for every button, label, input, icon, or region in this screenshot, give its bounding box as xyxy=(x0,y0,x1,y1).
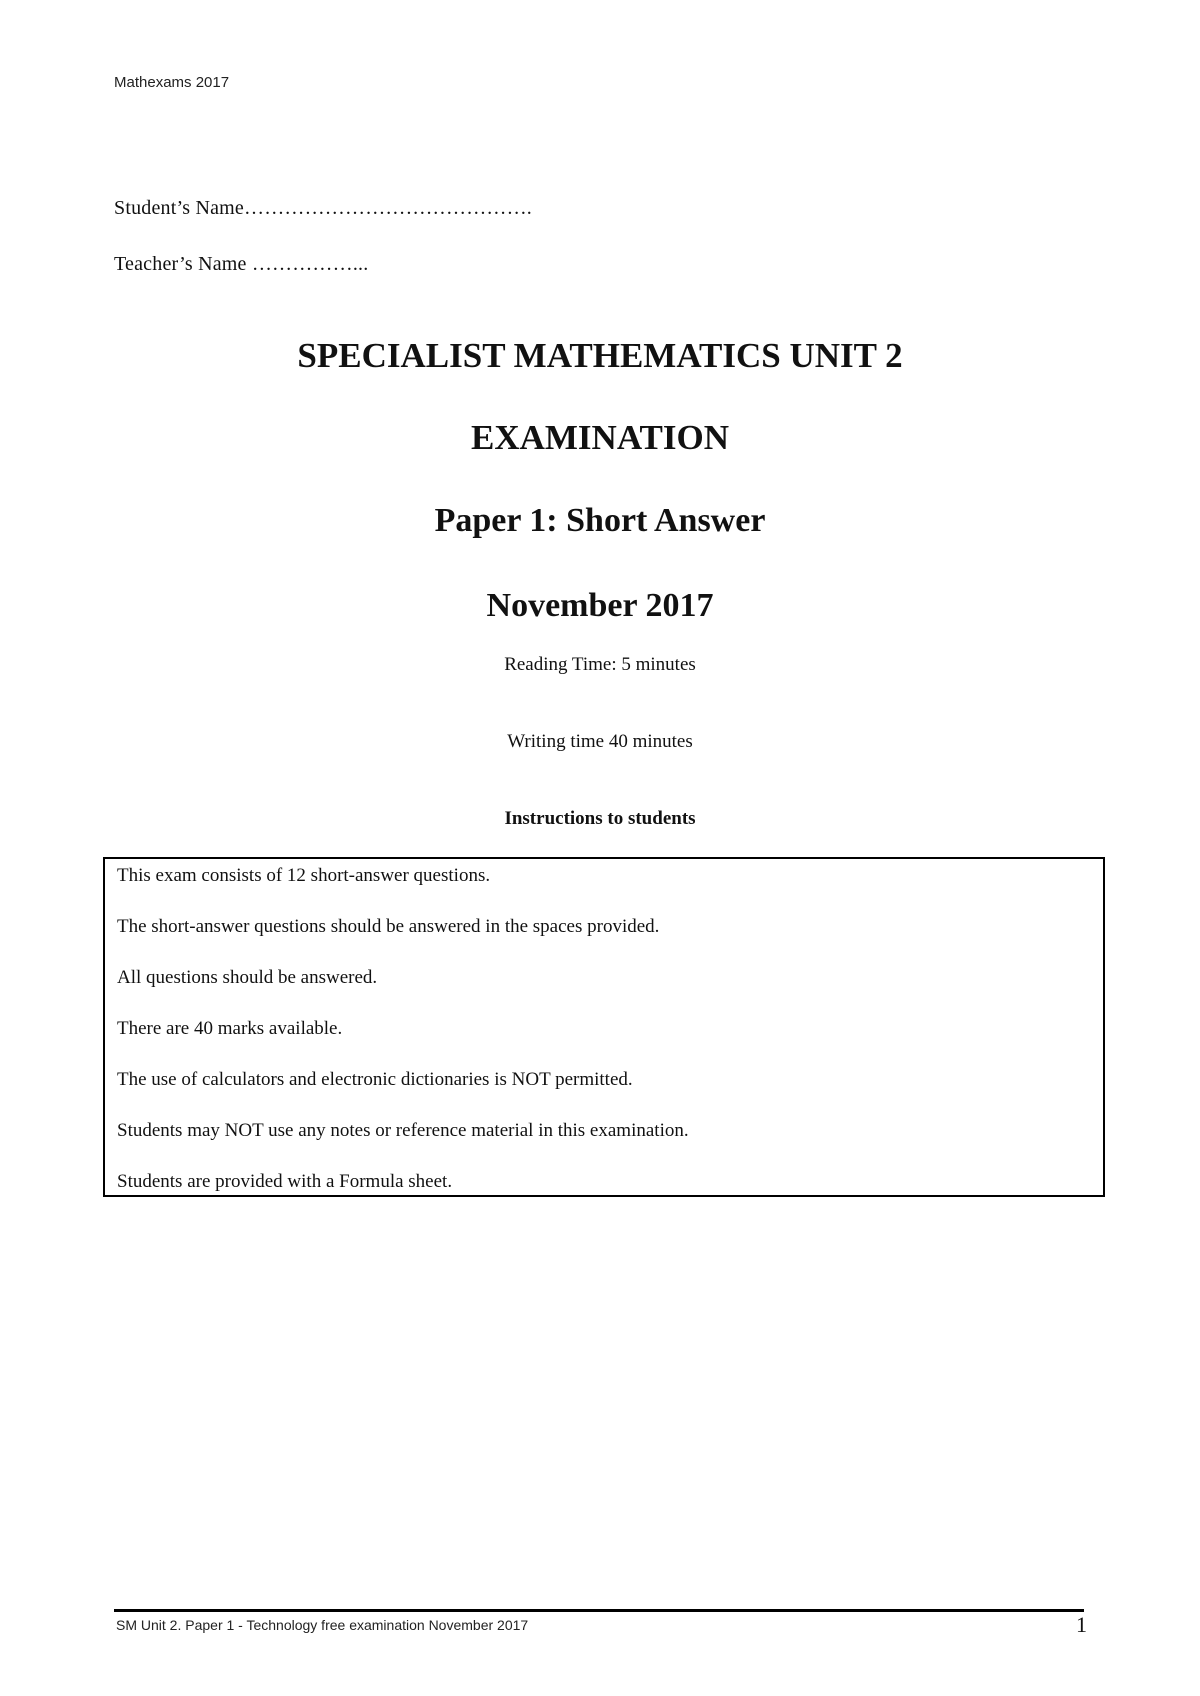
page-number: 1 xyxy=(1076,1612,1087,1637)
paper-title: Paper 1: Short Answer xyxy=(434,502,766,539)
instruction-line: All questions should be answered. xyxy=(117,967,378,988)
footer-divider xyxy=(114,1609,1084,1612)
reading-time: Reading Time: 5 minutes xyxy=(504,654,696,675)
exam-subtitle: EXAMINATION xyxy=(471,418,729,457)
exam-date: November 2017 xyxy=(486,587,714,624)
footer-text: SM Unit 2. Paper 1 - Technology free examination November 2017 xyxy=(116,1617,529,1633)
writing-time: Writing time 40 minutes xyxy=(507,731,693,752)
instruction-line: Students are provided with a Formula sheet. xyxy=(117,1171,453,1192)
instruction-line: There are 40 marks available. xyxy=(117,1018,343,1039)
instruction-line: Students may NOT use any notes or reference material in this examination. xyxy=(117,1120,689,1141)
instruction-line: This exam consists of 12 short-answer questions. xyxy=(117,865,491,886)
header-label: Mathexams 2017 xyxy=(114,74,230,91)
instructions-heading: Instructions to students xyxy=(504,808,696,829)
instruction-line: The use of calculators and electronic dictionaries is NOT permitted. xyxy=(117,1069,633,1090)
instruction-line: The short-answer questions should be answered in the spaces provided. xyxy=(117,916,660,937)
teacher-name-field: Teacher’s Name ……………... xyxy=(114,253,369,275)
exam-title: SPECIALIST MATHEMATICS UNIT 2 xyxy=(297,336,903,375)
instructions-box xyxy=(103,857,1105,1197)
student-name-field: Student’s Name……………………………………. xyxy=(114,197,533,219)
